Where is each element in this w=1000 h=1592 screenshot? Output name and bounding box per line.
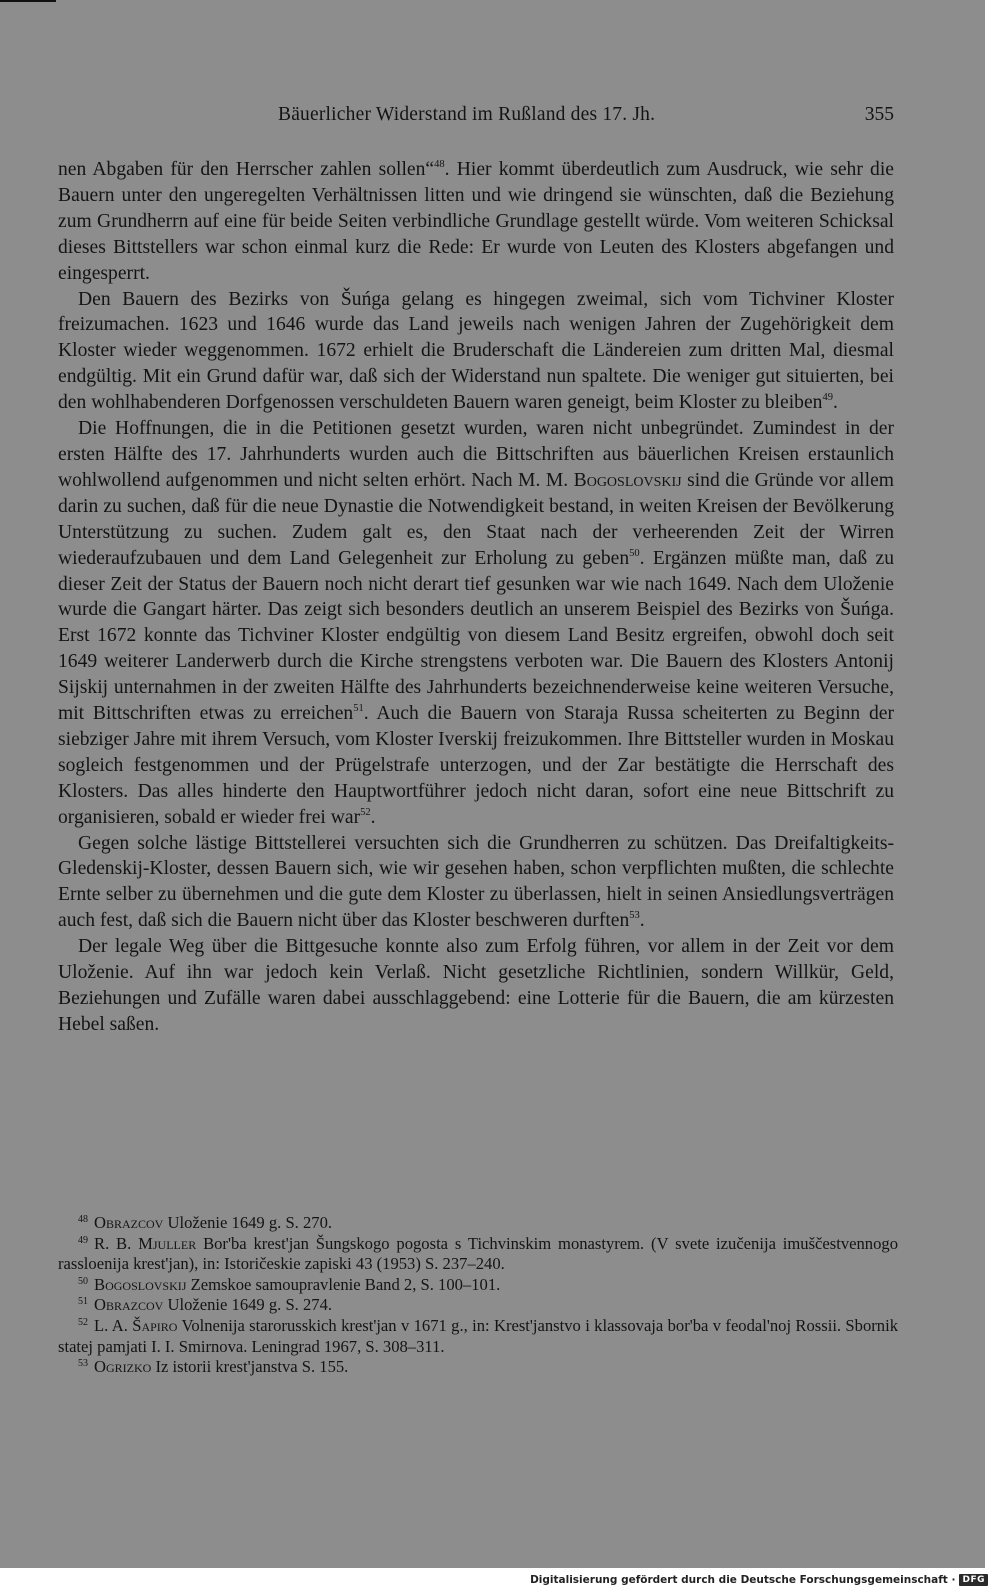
footnote-author: Bogoslovskij [94,1274,187,1294]
footnote-ref-48: 48 [434,159,445,170]
running-header [58,104,894,130]
footnote-52 [58,1316,898,1357]
footnote-51 [58,1295,898,1316]
page-number: 355 [864,104,894,125]
running-title: Bäuerlicher Widerstand im Rußland des 17. Jh. [278,104,656,125]
footnote-author: Ogrizko [94,1357,152,1377]
text-run: . [832,392,838,414]
footnote-text: Volnenija starorusskich krest'jan v 1671 g., in: Krest'janstvo i klassovaja bor'ba v feodal'noj Rossii. Sbornik statej pamjati I. I. Smirnova. Leningrad 1967, S. 308–311. [58,1315,898,1356]
dfg-logo: DFG [959,1574,988,1586]
footnote-text: Zemskoe samoupravlenie Band 2, S. 100–101. [186,1274,501,1294]
paragraph-3 [58,416,894,831]
footnote-text: Bor'ba krest'jan Šungskogo pogosta s Tichvinskim monastyrem. (V svete izučenija imuščestvennogo rassloenija krest'jan), in: Istoričeskie zapiski 43 (1953) S. 237–240. [58,1233,898,1274]
footnote-author: L. A. Šapiro [94,1315,178,1335]
footnote-number: 52 [78,1316,88,1328]
footnote-text: Iz istorii krest'janstva S. 155. [151,1357,349,1377]
footnote-number: 48 [78,1214,88,1225]
paragraph-2 [58,287,894,417]
paragraph-4 [58,831,894,935]
footnote-49 [58,1234,898,1275]
footnote-ref-50: 50 [629,547,640,559]
text-run: Den Bauern des Bezirks von Šuńga gelang es hingegen zweimal, sich vom Tichviner Kloster freizumachen. 1623 und 1646 wurde das Land jeweils nach wenigen Jahren der Zugehörigkeit dem Kloster wieder weggenommen. 1672 erhielt die Bruderschaft die Ländereien zum dritten Mal, diesmal endgültig. Mit ein Grund dafür war, daß sich der Widerstand nun spaltete. Die weniger gut situierten, bei den wohlhabenderen Dorfgenossen verschuldeten Bauern waren geneigt, beim Kloster zu bleiben [58,288,894,414]
text-run: Gegen solche lästige Bittstellerei versuchten sich die Grundherren zu schützen. Das Dreifaltigkeits-Gledenskij-Kloster, dessen Bauern sich, wie wir gesehen haben, schon verpflichten mußten, die schlechte Ernte selber zu übernehmen und die gute dem Kloster zu überlassen, hielt in seinen Ansiedlungsverträgen auch fest, daß sich die Bauern nicht über das Kloster beschweren durften [58,832,894,932]
text-run: nen Abgaben für den Herrscher zahlen sollen“ [58,159,435,180]
digitization-credit [530,1572,988,1588]
footnote-number: 53 [78,1358,88,1370]
text-run: . Ergänzen müßte man, daß zu dieser Zeit der Status der Bauern noch nicht derart tief gesunken war wie nach 1649. Nach dem Uloženie wurde die Gangart härter. Das zeigt sich besonders deutlich an unserem Beispiel des Bezirks von Šuńga. Erst 1672 konnte das Tichviner Kloster endgültig von diesem Land Besitz ergreifen, obwohl doch seit 1649 weiterer Landerwerb durch die Kirche strengstens verboten war. Die Bauern des Klosters Antonij Sijskij unternahmen in der zweiten Hälfte des Jahrhunderts bezeichnenderweise keine weiteren Versuche, mit Bittschriften etwas zu erreichen [58,547,894,725]
footnote-number: 49 [78,1234,88,1246]
credit-text: Digitalisierung gefördert durch die Deutsche Forschungsgemeinschaft · [530,1574,956,1586]
footnote-ref-49: 49 [822,392,833,404]
paragraph-5 [58,934,894,1038]
text-run: Die Hoffnungen, die in die Petitionen gesetzt wurden, waren nicht unbegründet. Zumindest in der ersten Hälfte des 17. Jahrhunderts wurden auch die Bittschriften aus bäuerlichen Kreisen erstaunlich wohlwollend aufgenommen und nicht selten erhört. Nach M. M. [58,418,894,491]
footnote-text: Uloženie 1649 g. S. 274. [163,1295,333,1315]
body-text [58,157,894,1038]
footnote-author: R. B. Mjuller [94,1233,197,1253]
text-run: . [370,806,376,828]
footnote-text: Uloženie 1649 g. S. 270. [163,1213,333,1232]
text-run: sind die Gründe vor allem darin zu suchen, daß für die neue Dynastie die Notwendigkeit bestand, in weiten Kreisen der Bevölkerung Unterstützung zu suchen. Zudem galt es, den Staat nach der verheerenden Zeit der Wirren wiederaufzubauen und dem Land Gelegenheit zur Erholung zu geben [58,469,894,569]
footnote-48 [58,1213,898,1234]
text-run: . Hier kommt überdeutlich zum Ausdruck, wie sehr die Bauern unter den ungeregelten Verhältnissen litten und wie dringend sie wünschten, daß die Beziehung zum Grundherrn auf eine für beide Seiten verbindliche Grundlage gestellt würde. Vom weiteren Schicksal dieses Bittstellers war schon einmal kurz die Rede: Er wurde von Leuten des Klosters abgefangen und eingesperrt. [58,159,894,284]
footnote-number: 51 [78,1296,88,1308]
footnote-ref-53: 53 [629,910,640,922]
footnote-author: Obrazcov [94,1213,164,1232]
footnote-author: Obrazcov [94,1295,164,1315]
author-name: Bogoslovskij [573,469,682,491]
scan-corner-mark [0,0,56,2]
footnote-ref-52: 52 [360,806,371,818]
footnote-ref-51: 51 [353,703,364,715]
footnote-number: 50 [78,1275,88,1287]
footnotes [58,1213,898,1378]
text-run: Der legale Weg über die Bittgesuche konnte also zum Erfolg führen, vor allem in der Zeit vor dem Uloženie. Auf ihn war jedoch kein Verlaß. Nicht gesetzliche Richtlinien, sondern Willkür, Geld, Beziehungen und Zufälle waren dabei ausschlaggebend: eine Lotterie für die Bauern, die am kürzesten Hebel saßen. [58,936,894,1035]
paragraph-1 [58,157,894,287]
text-run: . [639,910,645,932]
footnote-50 [58,1275,898,1296]
text-run: . Auch die Bauern von Staraja Russa scheiterten zu Beginn der siebziger Jahre mit ihrem Versuch, vom Kloster Iverskij freizukommen. Ihre Bittsteller wurden in Moskau sogleich festgenommen und der Prügelstrafe unterzogen, und der Zar bestätigte die Herrschaft des Klosters. Das alles hinderte den Hauptwortführer jedoch nicht daran, sofort eine neue Bittschrift zu organisieren, sobald er wieder frei war [58,703,894,828]
footnote-53 [58,1357,898,1378]
